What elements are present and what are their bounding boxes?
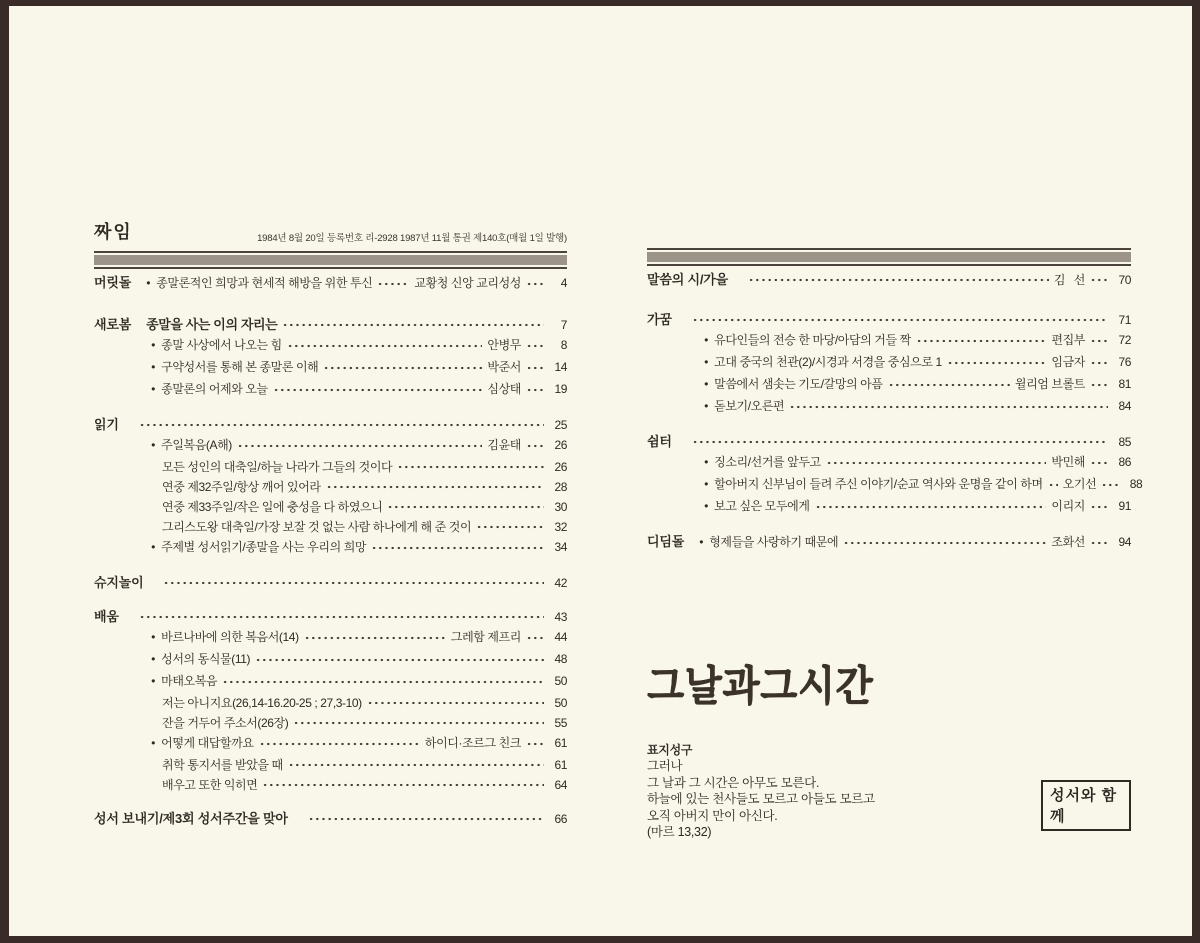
dot-leader — [326, 481, 544, 494]
dot-leader — [1090, 335, 1108, 348]
dot-leader — [1090, 274, 1108, 287]
toc-entry-title: 모든 성인의 대축일/하늘 나라가 그들의 것이다 — [162, 460, 393, 474]
bullet-icon: ● — [151, 632, 156, 641]
toc-entry — [94, 649, 567, 671]
bullet-icon: ● — [704, 357, 709, 366]
toc-entry — [94, 477, 567, 497]
toc-entry-page: 85 — [1118, 435, 1131, 449]
toc-entry-author: 이리지 — [1051, 499, 1085, 513]
dot-leader — [692, 436, 1108, 449]
toc-entry-author: 하이디·조르그 친크 — [424, 736, 521, 750]
toc-entry-page: 7 — [560, 318, 567, 332]
dot-leader — [843, 537, 1046, 550]
verse-label: 표지성구 — [647, 743, 693, 757]
dot-leader — [367, 697, 544, 710]
dot-leader — [1090, 537, 1108, 550]
dot-leader — [526, 738, 544, 751]
toc-entry-title: 종말론적인 희망과 현세적 해방을 위한 투신 — [156, 276, 373, 290]
left-column — [94, 218, 567, 829]
toc-entry — [647, 270, 1131, 290]
dot-leader — [163, 577, 544, 590]
toc-entry — [94, 713, 567, 733]
dot-leader — [139, 419, 544, 432]
toc-entry — [94, 671, 567, 693]
toc-entry-author: 편집부 — [1051, 333, 1085, 347]
toc-entry-page: 66 — [554, 812, 567, 826]
toc-entry — [94, 457, 567, 477]
toc-entry-page: 30 — [554, 500, 567, 514]
toc-section-label: 새로봄 — [94, 317, 132, 332]
bullet-icon: ● — [704, 457, 709, 466]
toc-entry-author: 교황청 신앙 교리성성 — [414, 276, 521, 290]
toc-entry-page: 72 — [1118, 333, 1131, 347]
toc-left-entries — [94, 273, 567, 829]
bullet-icon: ● — [151, 440, 156, 449]
toc-entry-title: 잔을 거두어 주소서(26장) — [162, 716, 289, 730]
bullet-icon: ● — [151, 676, 156, 685]
toc-entry — [94, 415, 567, 435]
cover-logo: 그날과그시간 — [647, 663, 874, 710]
toc-entry-page: 32 — [554, 520, 567, 534]
cover-verse-line: 그 날과 그 시간은 아무도 모른다. — [647, 775, 820, 790]
toc-entry-title: 돋보기/오른편 — [714, 399, 785, 413]
toc-section-label: 읽기 — [94, 417, 119, 432]
cover-verse-line: 오직 아버지 만이 아신다. — [647, 808, 778, 823]
toc-entry-author: 김윤태 — [487, 438, 521, 452]
dot-leader — [1090, 357, 1108, 370]
bullet-icon: ● — [699, 537, 704, 546]
toc-entry-title: 유다인들의 전승 한 마당/아담의 거들 짝 — [714, 333, 911, 347]
dot-leader — [259, 738, 420, 751]
bullet-icon: ● — [151, 340, 156, 349]
dot-leader — [476, 521, 544, 534]
dot-leader — [1090, 379, 1108, 392]
divider-bar-fill — [94, 255, 567, 265]
toc-entry — [94, 517, 567, 537]
toc-entry-page: 4 — [560, 276, 567, 290]
toc-entry-page: 42 — [554, 576, 567, 590]
toc-entry-title: 주제별 성서읽기/종말을 사는 우리의 희망 — [161, 540, 367, 554]
cover-verse-line: 그러나 — [647, 759, 683, 773]
toc-entry-title: 취학 통지서를 받았을 때 — [162, 758, 283, 772]
toc-entry-page: 70 — [1118, 273, 1131, 287]
toc-entry — [94, 335, 567, 357]
dot-leader — [273, 384, 483, 397]
divider-bar-fill — [647, 252, 1131, 262]
toc-entry-title: 어떻게 대답할까요 — [161, 736, 254, 750]
toc-entry — [647, 532, 1131, 554]
toc-entry — [647, 310, 1131, 330]
dot-leader — [789, 401, 1108, 414]
toc-entry-page: 26 — [554, 460, 567, 474]
toc-header — [94, 218, 567, 244]
toc-entry-page: 91 — [1118, 499, 1131, 513]
dot-leader — [377, 278, 409, 291]
toc-entry — [94, 573, 567, 593]
toc-entry — [94, 379, 567, 401]
toc-entry-author: 박민해 — [1051, 455, 1085, 469]
dot-leader — [526, 384, 544, 397]
dot-leader — [526, 362, 544, 375]
toc-entry-title: 배우고 또한 익히면 — [162, 778, 258, 792]
dot-leader — [222, 676, 544, 689]
bullet-icon: ● — [146, 278, 151, 287]
toc-entry-title: 저는 아니지요(26,14-16.20-25 ; 27,3-10) — [162, 696, 362, 710]
dot-leader — [237, 440, 483, 453]
dot-leader — [397, 461, 544, 474]
bullet-icon: ● — [704, 379, 709, 388]
toc-entry-page: 84 — [1118, 399, 1131, 413]
toc-entry-author: 심상태 — [487, 382, 521, 396]
dot-leader — [526, 632, 544, 645]
toc-section-label: 말씀의 시/가을 — [647, 272, 728, 287]
toc-entry-page: 48 — [554, 652, 567, 666]
toc-entry-title: 마태오복음 — [161, 674, 218, 688]
toc-entry-title: 징소리/선거를 앞두고 — [714, 455, 821, 469]
toc-entry — [647, 474, 1143, 496]
dot-leader — [308, 813, 544, 826]
dot-leader — [1090, 457, 1108, 470]
paper — [9, 6, 1192, 936]
toc-entry-title: 고대 중국의 천관(2)/시경과 서경을 중심으로 1 — [714, 355, 942, 369]
toc-section-label: 머릿돌 — [94, 275, 132, 290]
publisher-stamp: 성서와 함께 — [1041, 780, 1131, 831]
dot-leader — [287, 340, 483, 353]
bullet-icon: ● — [704, 335, 709, 344]
toc-entry-author: 오기선 — [1062, 477, 1097, 491]
toc-entry-author: 김 선 — [1053, 273, 1085, 287]
toc-entry-page: 61 — [554, 758, 567, 772]
toc-entry-page: 86 — [1118, 455, 1131, 469]
bullet-icon: ● — [704, 401, 709, 410]
dot-leader — [255, 654, 544, 667]
dot-leader — [387, 501, 544, 514]
toc-entry-author: 박준서 — [487, 360, 521, 374]
dot-leader — [748, 274, 1049, 287]
toc-entry-title: 보고 싶은 모두에게 — [714, 499, 810, 513]
toc-section-label: 디딤돌 — [647, 534, 685, 549]
dot-leader — [692, 314, 1108, 327]
toc-entry-author: 안병무 — [487, 338, 521, 352]
toc-entry — [94, 693, 567, 713]
toc-entry — [647, 496, 1131, 518]
dot-leader — [526, 440, 544, 453]
toc-entry-page: 19 — [554, 382, 567, 396]
bullet-icon: ● — [704, 501, 709, 510]
toc-entry-page: 43 — [554, 610, 567, 624]
dot-leader — [282, 319, 544, 332]
toc-section-label: 배움 — [94, 609, 119, 624]
toc-entry-title: 연중 제33주일/작은 일에 충성을 다 하였으니 — [162, 500, 383, 514]
bullet-icon: ● — [151, 542, 156, 551]
dot-leader — [526, 278, 544, 291]
dot-leader — [916, 335, 1047, 348]
toc-entry-page: 81 — [1118, 377, 1131, 391]
dot-leader — [947, 357, 1047, 370]
cover-verse-line: (마르 13,32) — [647, 825, 712, 839]
page-title: 짜임 — [94, 222, 133, 242]
toc-entry-title: 연중 제32주일/항상 깨어 있어라 — [162, 480, 321, 494]
bullet-icon: ● — [151, 384, 156, 393]
bullet-icon: ● — [151, 362, 156, 371]
toc-entry-title: 주일복음(A해) — [161, 438, 232, 452]
toc-entry-title: 형제들을 사랑하기 때문에 — [709, 535, 839, 549]
toc-entry-title: 종말 사상에서 나오는 힘 — [161, 338, 282, 352]
dot-leader — [1090, 501, 1108, 514]
divider-bar-right — [647, 248, 1131, 266]
toc-entry — [94, 775, 567, 795]
toc-entry-title: 그리스도왕 대축일/가장 보잘 것 없는 사람 하나에게 해 준 것이 — [162, 520, 472, 534]
dot-leader — [371, 542, 544, 555]
toc-entry — [94, 273, 567, 295]
toc-entry-author: 윌리엄 브롤트 — [1014, 377, 1085, 391]
dot-leader — [323, 362, 482, 375]
toc-entry-title: 할아버지 신부님이 들려 주신 이야기/순교 역사와 운명을 같이 하며 — [714, 477, 1043, 491]
toc-entry — [647, 396, 1131, 418]
toc-section-label: 쉼터 — [647, 434, 672, 449]
toc-entry — [94, 435, 567, 457]
toc-entry — [647, 432, 1131, 452]
dot-leader — [262, 779, 544, 792]
toc-right-entries — [647, 270, 1143, 554]
toc-entry-author: 조화선 — [1051, 535, 1085, 549]
toc-entry — [94, 607, 567, 627]
dot-leader — [826, 457, 1047, 470]
toc-entry — [94, 627, 567, 649]
toc-entry — [647, 352, 1131, 374]
toc-entry-title: 말씀에서 샘솟는 기도/갈망의 아픔 — [714, 377, 883, 391]
toc-entry-title: 종말론의 어제와 오늘 — [161, 382, 268, 396]
toc-entry-page: 71 — [1118, 313, 1131, 327]
dot-leader — [1101, 479, 1119, 492]
cover-section — [647, 652, 1131, 852]
toc-entry-title: 종말을 사는 이의 자리는 — [146, 317, 278, 332]
dot-leader — [139, 611, 544, 624]
toc-section-label: 가꿈 — [647, 312, 672, 327]
dot-leader — [1048, 479, 1058, 492]
registration-info: 1984년 8월 20일 등록번호 리-2928 1987년 11월 통권 제140호(매월 1일 발행) — [257, 233, 567, 244]
toc-entry-title: 성서의 동식물(11) — [161, 652, 251, 666]
bullet-icon: ● — [151, 654, 156, 663]
toc-entry-page: 88 — [1129, 477, 1143, 491]
toc-entry — [94, 809, 567, 829]
dot-leader — [888, 379, 1010, 392]
dot-leader — [526, 340, 544, 353]
toc-entry — [94, 315, 567, 335]
toc-entry-page: 28 — [554, 480, 567, 494]
dot-leader — [304, 632, 446, 645]
toc-entry — [94, 537, 567, 559]
bullet-icon: ● — [151, 738, 156, 747]
toc-entry-title: 바르나바에 의한 복음서(14) — [161, 630, 299, 644]
toc-entry-author: 그레함 제프리 — [450, 630, 521, 644]
toc-entry-page: 14 — [554, 360, 567, 374]
dot-leader — [288, 759, 544, 772]
toc-entry-title: 구약성서를 통해 본 종말론 이해 — [161, 360, 319, 374]
toc-entry — [647, 330, 1131, 352]
dot-leader — [293, 717, 544, 730]
toc-entry-page: 26 — [554, 438, 567, 452]
toc-entry-page: 8 — [560, 338, 567, 352]
divider-bar-left — [94, 251, 567, 269]
toc-entry — [647, 452, 1131, 474]
toc-entry-page: 64 — [554, 778, 567, 792]
toc-entry-page: 55 — [554, 716, 567, 730]
toc-entry-page: 94 — [1118, 535, 1131, 549]
toc-entry-page: 25 — [554, 418, 567, 432]
toc-entry-author: 임금자 — [1051, 355, 1085, 369]
dot-leader — [815, 501, 1047, 514]
toc-entry — [94, 357, 567, 379]
toc-entry-page: 50 — [554, 696, 567, 710]
cover-verse-line: 하늘에 있는 천사들도 모르고 아들도 모르고 — [647, 792, 875, 806]
toc-entry-page: 44 — [554, 630, 567, 644]
bullet-icon: ● — [704, 479, 709, 488]
toc-section-label: 성서 보내기/제3회 성서주간을 맞아 — [94, 811, 288, 826]
toc-entry-page: 50 — [554, 674, 567, 688]
right-column — [647, 248, 1143, 554]
toc-section-label: 슈지놀이 — [94, 575, 144, 590]
toc-entry — [94, 755, 567, 775]
toc-entry — [94, 497, 567, 517]
toc-entry — [94, 733, 567, 755]
toc-entry — [647, 374, 1131, 396]
toc-entry-page: 34 — [554, 540, 567, 554]
toc-entry-page: 76 — [1118, 355, 1131, 369]
toc-entry-page: 61 — [554, 736, 567, 750]
